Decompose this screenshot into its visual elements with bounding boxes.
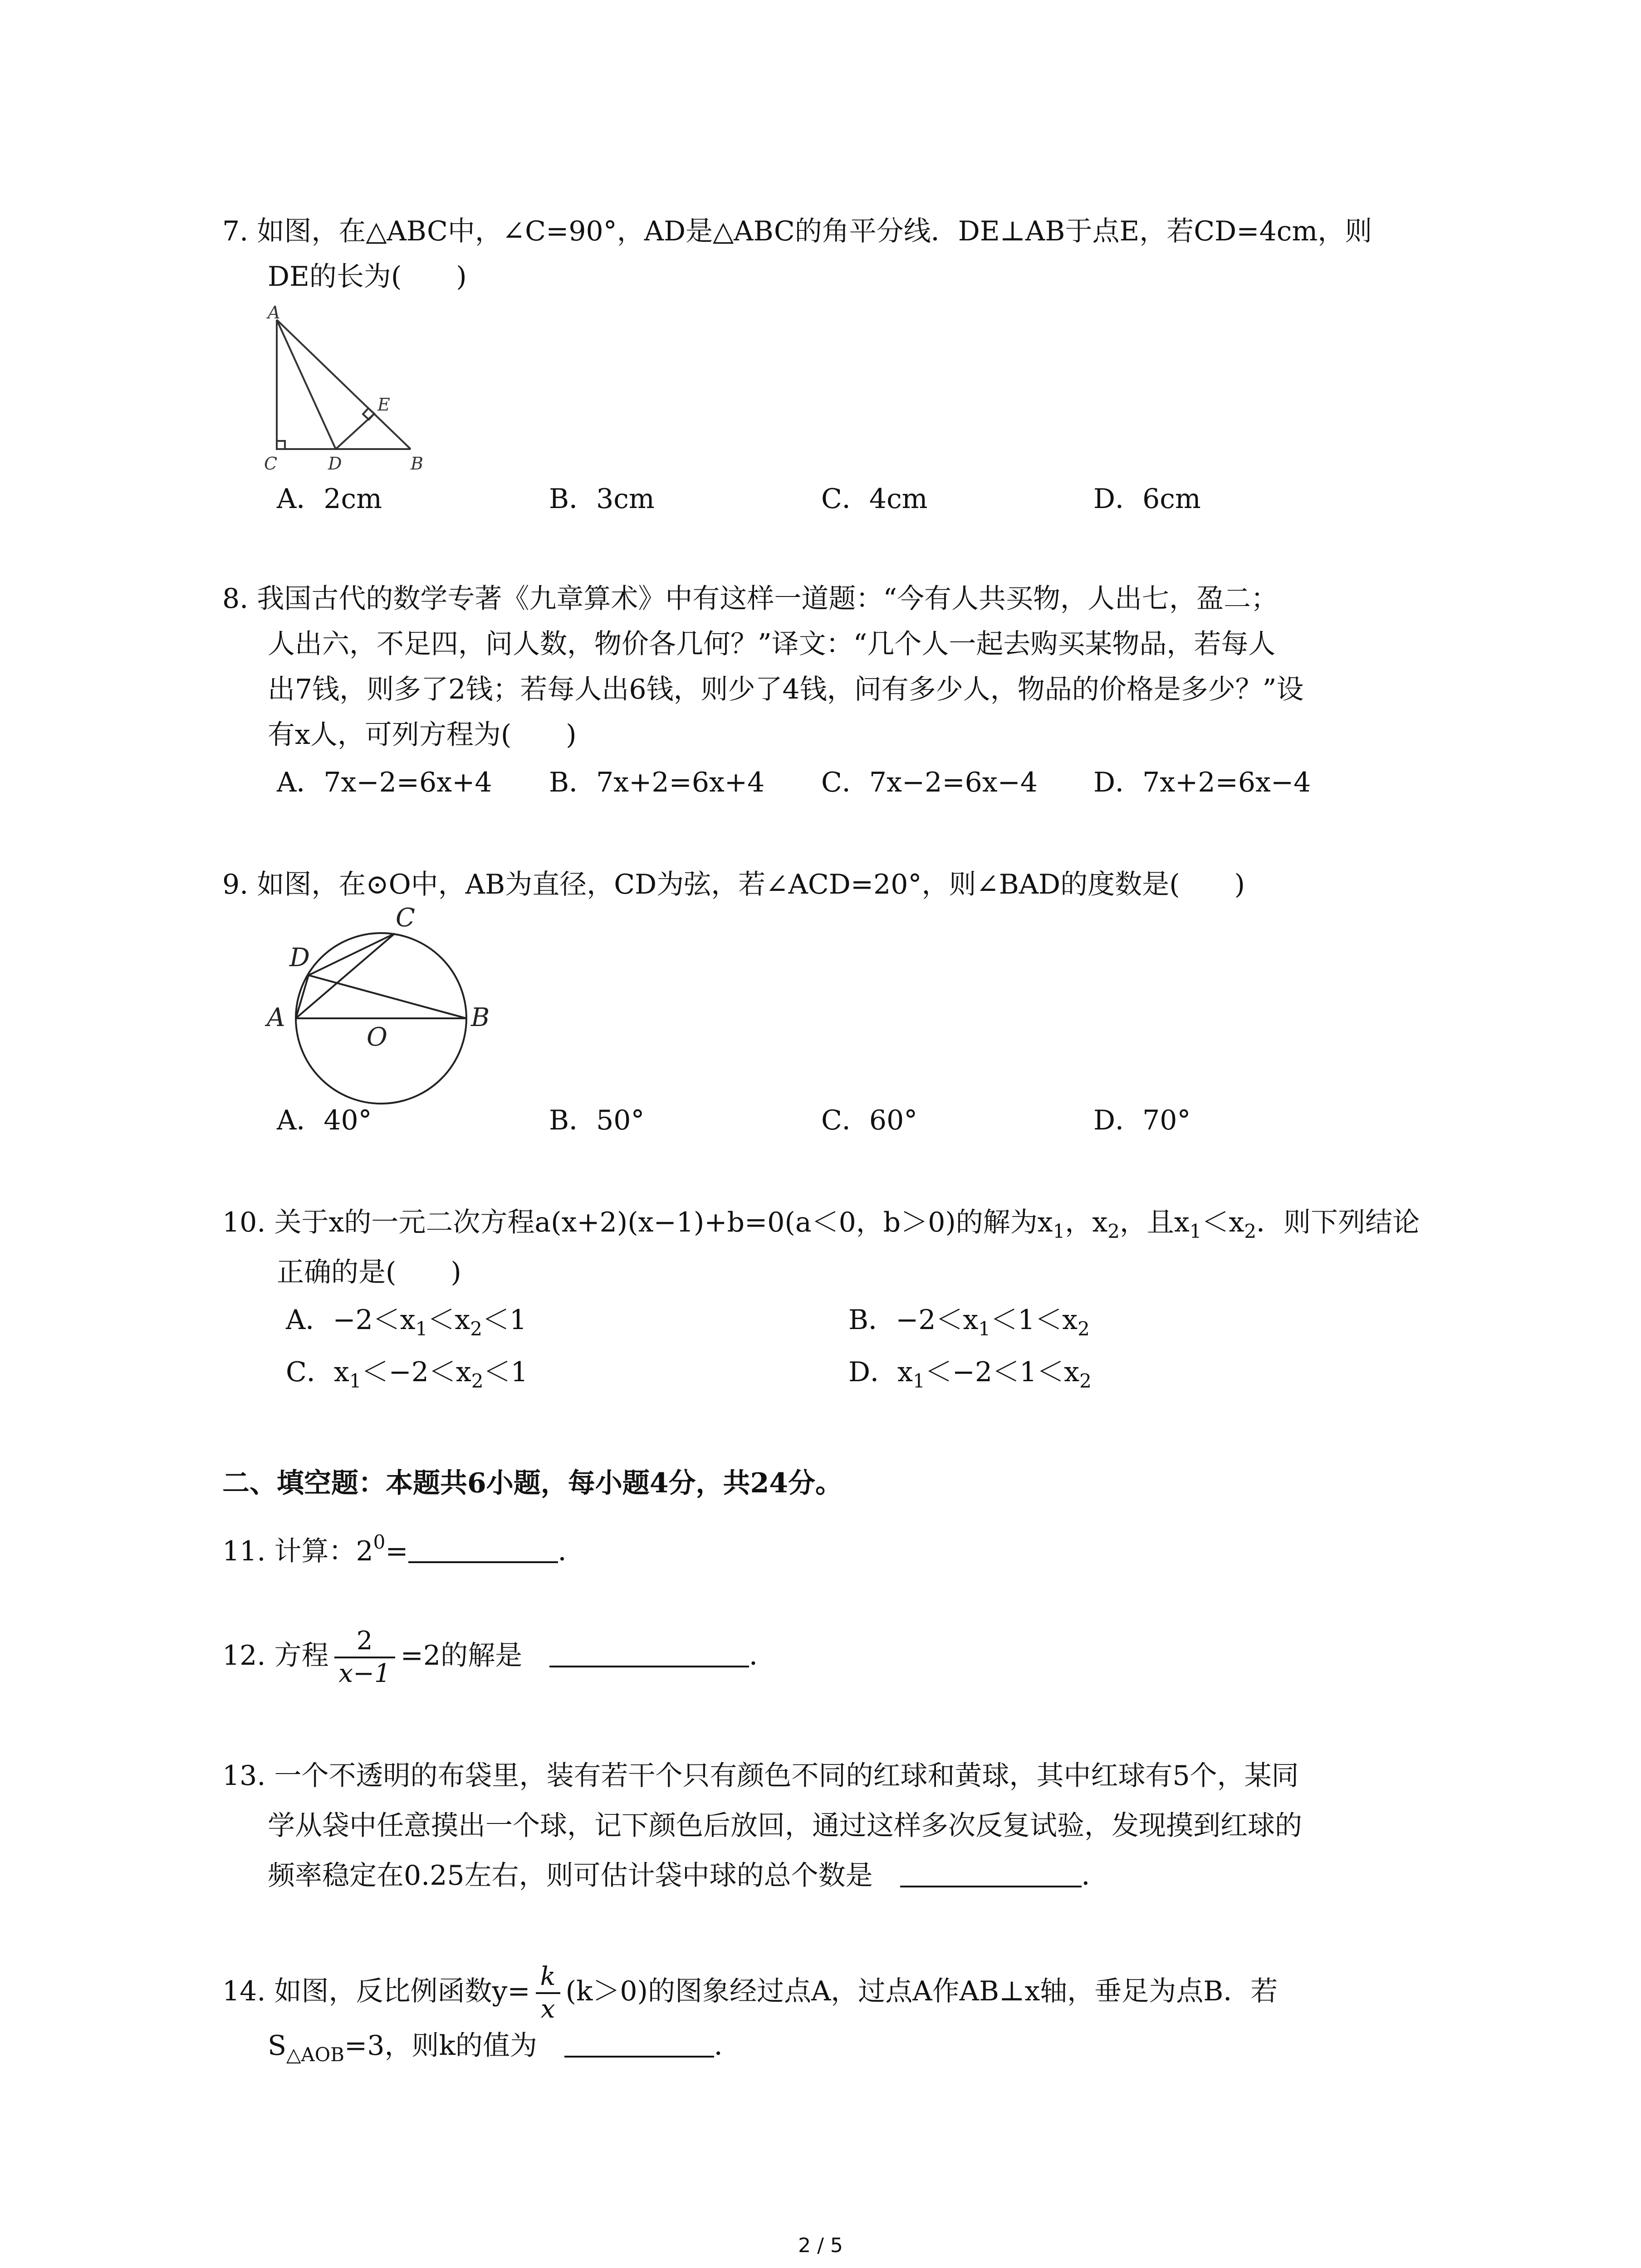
q12-fraction-numerator: 2 bbox=[356, 1626, 373, 1656]
q10-opt-d-text-1: D．x bbox=[848, 1356, 913, 1388]
q10-text-a: 10. 关于x的一元二次方程a(x+2)(x−1)+b=0(a＜0，b＞0)的解为x bbox=[222, 1207, 1053, 1238]
q11-text-b: = bbox=[385, 1535, 408, 1567]
q9-option-a: A．40° bbox=[277, 1105, 372, 1136]
q10-opt-a-sub-1: 1 bbox=[415, 1318, 428, 1340]
q10-line-2: 正确的是( ) bbox=[277, 1256, 461, 1288]
q13-end: ． bbox=[1081, 1860, 1109, 1892]
q10-text-d: ＜x bbox=[1201, 1207, 1244, 1238]
q14-answer-blank[interactable] bbox=[564, 2028, 714, 2058]
q12-text-a: 12. 方程 bbox=[222, 1640, 329, 1672]
q10-opt-c-text-3: ＜1 bbox=[483, 1356, 528, 1388]
q14-line-2 bbox=[268, 2028, 741, 2073]
q7-triangle-figure bbox=[254, 299, 445, 481]
q14-text-e: ． bbox=[714, 2030, 741, 2062]
q9-line-1: 9. 如图，在⊙O中，AB为直径，CD为弦，若∠ACD=20°，则∠BAD的度数是( ) bbox=[222, 869, 1245, 900]
q13-line-2: 学从袋中任意摸出一个球，记下颜色后放回，通过这样多次反复试验，发现摸到红球的 bbox=[268, 1810, 1302, 1842]
q10-opt-b-text-1: B．−2＜x bbox=[848, 1304, 979, 1336]
q10-sub-1a: 1 bbox=[1053, 1220, 1065, 1242]
q12-fraction bbox=[334, 1626, 395, 1689]
q13-line-3 bbox=[268, 1857, 1109, 1894]
q7-label-b: B bbox=[411, 454, 423, 474]
q10-opt-d-sub-1: 1 bbox=[912, 1370, 925, 1392]
q10-sub-2b: 2 bbox=[1244, 1220, 1257, 1242]
q7-label-e: E bbox=[377, 395, 390, 415]
q11-answer-blank[interactable] bbox=[408, 1534, 558, 1563]
q13-answer-blank[interactable] bbox=[900, 1858, 1082, 1887]
q9-option-b: B．50° bbox=[549, 1105, 645, 1136]
q10-line-1 bbox=[222, 1204, 1420, 1250]
q8-line-1: 8. 我国古代的数学专著《九章算术》中有这样一道题：“今有人共买物，人出七，盈二； bbox=[222, 583, 1278, 615]
q10-opt-b-sub-2: 2 bbox=[1078, 1318, 1090, 1340]
q8-option-d: D．7x+2=6x−4 bbox=[1093, 767, 1311, 798]
q10-opt-c-sub-1: 1 bbox=[349, 1370, 362, 1392]
q7-line-1: 7. 如图，在△ABC中，∠C=90°，AD是△ABC的角平分线．DE⊥AB于点E，若CD=4cm，则 bbox=[222, 215, 1372, 247]
q8-line-4: 有x人，可列方程为( ) bbox=[268, 719, 577, 751]
q8-option-b: B．7x+2=6x+4 bbox=[549, 767, 765, 798]
q14-fraction bbox=[536, 1961, 560, 2025]
q14-text-c: S bbox=[268, 2030, 287, 2062]
q10-option-a bbox=[286, 1302, 527, 1347]
q11-text-c: ． bbox=[558, 1535, 585, 1567]
q10-opt-d-sub-2: 2 bbox=[1079, 1370, 1092, 1392]
q10-opt-a-text-3: ＜1 bbox=[482, 1304, 527, 1336]
q7-label-a: A bbox=[268, 303, 280, 323]
q9-label-d: D bbox=[289, 943, 310, 973]
q14-subscript: △AOB bbox=[286, 2043, 345, 2066]
q10-opt-b-sub-1: 1 bbox=[978, 1318, 991, 1340]
q7-label-d: D bbox=[328, 454, 342, 474]
q14-text-b: (k＞0)的图象经过点A，过点A作AB⊥x轴，垂足为点B．若 bbox=[565, 1975, 1278, 2007]
q13-line-1: 13. 一个不透明的布袋里，装有若干个只有颜色不同的红球和黄球，其中红球有5个，某同 bbox=[222, 1760, 1299, 1792]
q10-text-b: ，x bbox=[1065, 1207, 1108, 1238]
q14-fraction-denominator: x bbox=[536, 1992, 560, 2025]
q12-text-b: =2的解是 bbox=[400, 1640, 523, 1672]
q12-line bbox=[222, 1624, 776, 1689]
q7-line-2: DE的长为( ) bbox=[268, 261, 467, 293]
q10-opt-c-sub-2: 2 bbox=[471, 1370, 484, 1392]
q11-line bbox=[222, 1524, 585, 1569]
q14-text-d: =3，则k的值为 bbox=[344, 2030, 537, 2062]
q14-fraction-numerator: k bbox=[540, 1962, 556, 1992]
q10-option-d bbox=[848, 1354, 1092, 1399]
q10-opt-d-text-2: ＜−2＜1＜x bbox=[925, 1356, 1080, 1388]
q9-label-a: A bbox=[267, 1003, 285, 1032]
q10-text-c: ，且x bbox=[1119, 1207, 1190, 1238]
q7-label-c: C bbox=[264, 454, 278, 474]
q9-option-d: D．70° bbox=[1093, 1105, 1191, 1136]
q10-opt-a-text-2: ＜x bbox=[427, 1304, 470, 1336]
q10-sub-2a: 2 bbox=[1107, 1220, 1120, 1242]
q11-text-a: 11. 计算：2 bbox=[222, 1535, 373, 1567]
q10-sub-1b: 1 bbox=[1189, 1220, 1202, 1242]
q10-opt-c-text-1: C．x bbox=[286, 1356, 349, 1388]
q12-answer-blank[interactable] bbox=[549, 1638, 749, 1667]
q10-option-b bbox=[848, 1302, 1090, 1347]
q7-option-a: A．2cm bbox=[277, 483, 382, 515]
q7-option-d: D．6cm bbox=[1093, 483, 1201, 515]
q7-option-b: B．3cm bbox=[549, 483, 655, 515]
q14-text-a: 14. 如图，反比例函数y= bbox=[222, 1975, 530, 2007]
q7-option-c: C．4cm bbox=[821, 483, 928, 515]
q8-line-2: 人出六，不足四，问人数，物价各几何？”译文：“几个人一起去购买某物品，若每人 bbox=[268, 628, 1276, 660]
q14-line-1 bbox=[222, 1960, 1278, 2025]
q10-opt-b-text-2: ＜1＜x bbox=[990, 1304, 1078, 1336]
q10-opt-a-text-1: A．−2＜x bbox=[286, 1304, 416, 1336]
q11-superscript: 0 bbox=[373, 1531, 386, 1553]
q9-label-b: B bbox=[471, 1003, 490, 1032]
section-2-heading: 二、填空题：本题共6小题，每小题4分，共24分。 bbox=[222, 1467, 843, 1499]
q12-fraction-denominator: x−1 bbox=[334, 1657, 395, 1689]
q9-option-c: C．60° bbox=[821, 1105, 918, 1136]
q8-option-a: A．7x−2=6x+4 bbox=[277, 767, 492, 798]
q10-option-c bbox=[286, 1354, 528, 1399]
q8-option-c: C．7x−2=6x−4 bbox=[821, 767, 1038, 798]
q9-label-o: O bbox=[367, 1022, 387, 1052]
q13-line-3-text: 频率稳定在0.25左右，则可估计袋中球的总个数是 bbox=[268, 1860, 873, 1892]
page-number: 2 / 5 bbox=[798, 2234, 843, 2257]
q10-text-e: ．则下列结论 bbox=[1256, 1207, 1420, 1238]
q10-opt-c-text-2: ＜−2＜x bbox=[361, 1356, 471, 1388]
q12-text-c: ． bbox=[749, 1640, 777, 1672]
q9-label-c: C bbox=[396, 903, 415, 933]
q10-opt-a-sub-2: 2 bbox=[470, 1318, 482, 1340]
q8-line-3: 出7钱，则多了2钱；若每人出6钱，则少了4钱，问有多少人，物品的价格是多少？”设 bbox=[268, 674, 1304, 705]
